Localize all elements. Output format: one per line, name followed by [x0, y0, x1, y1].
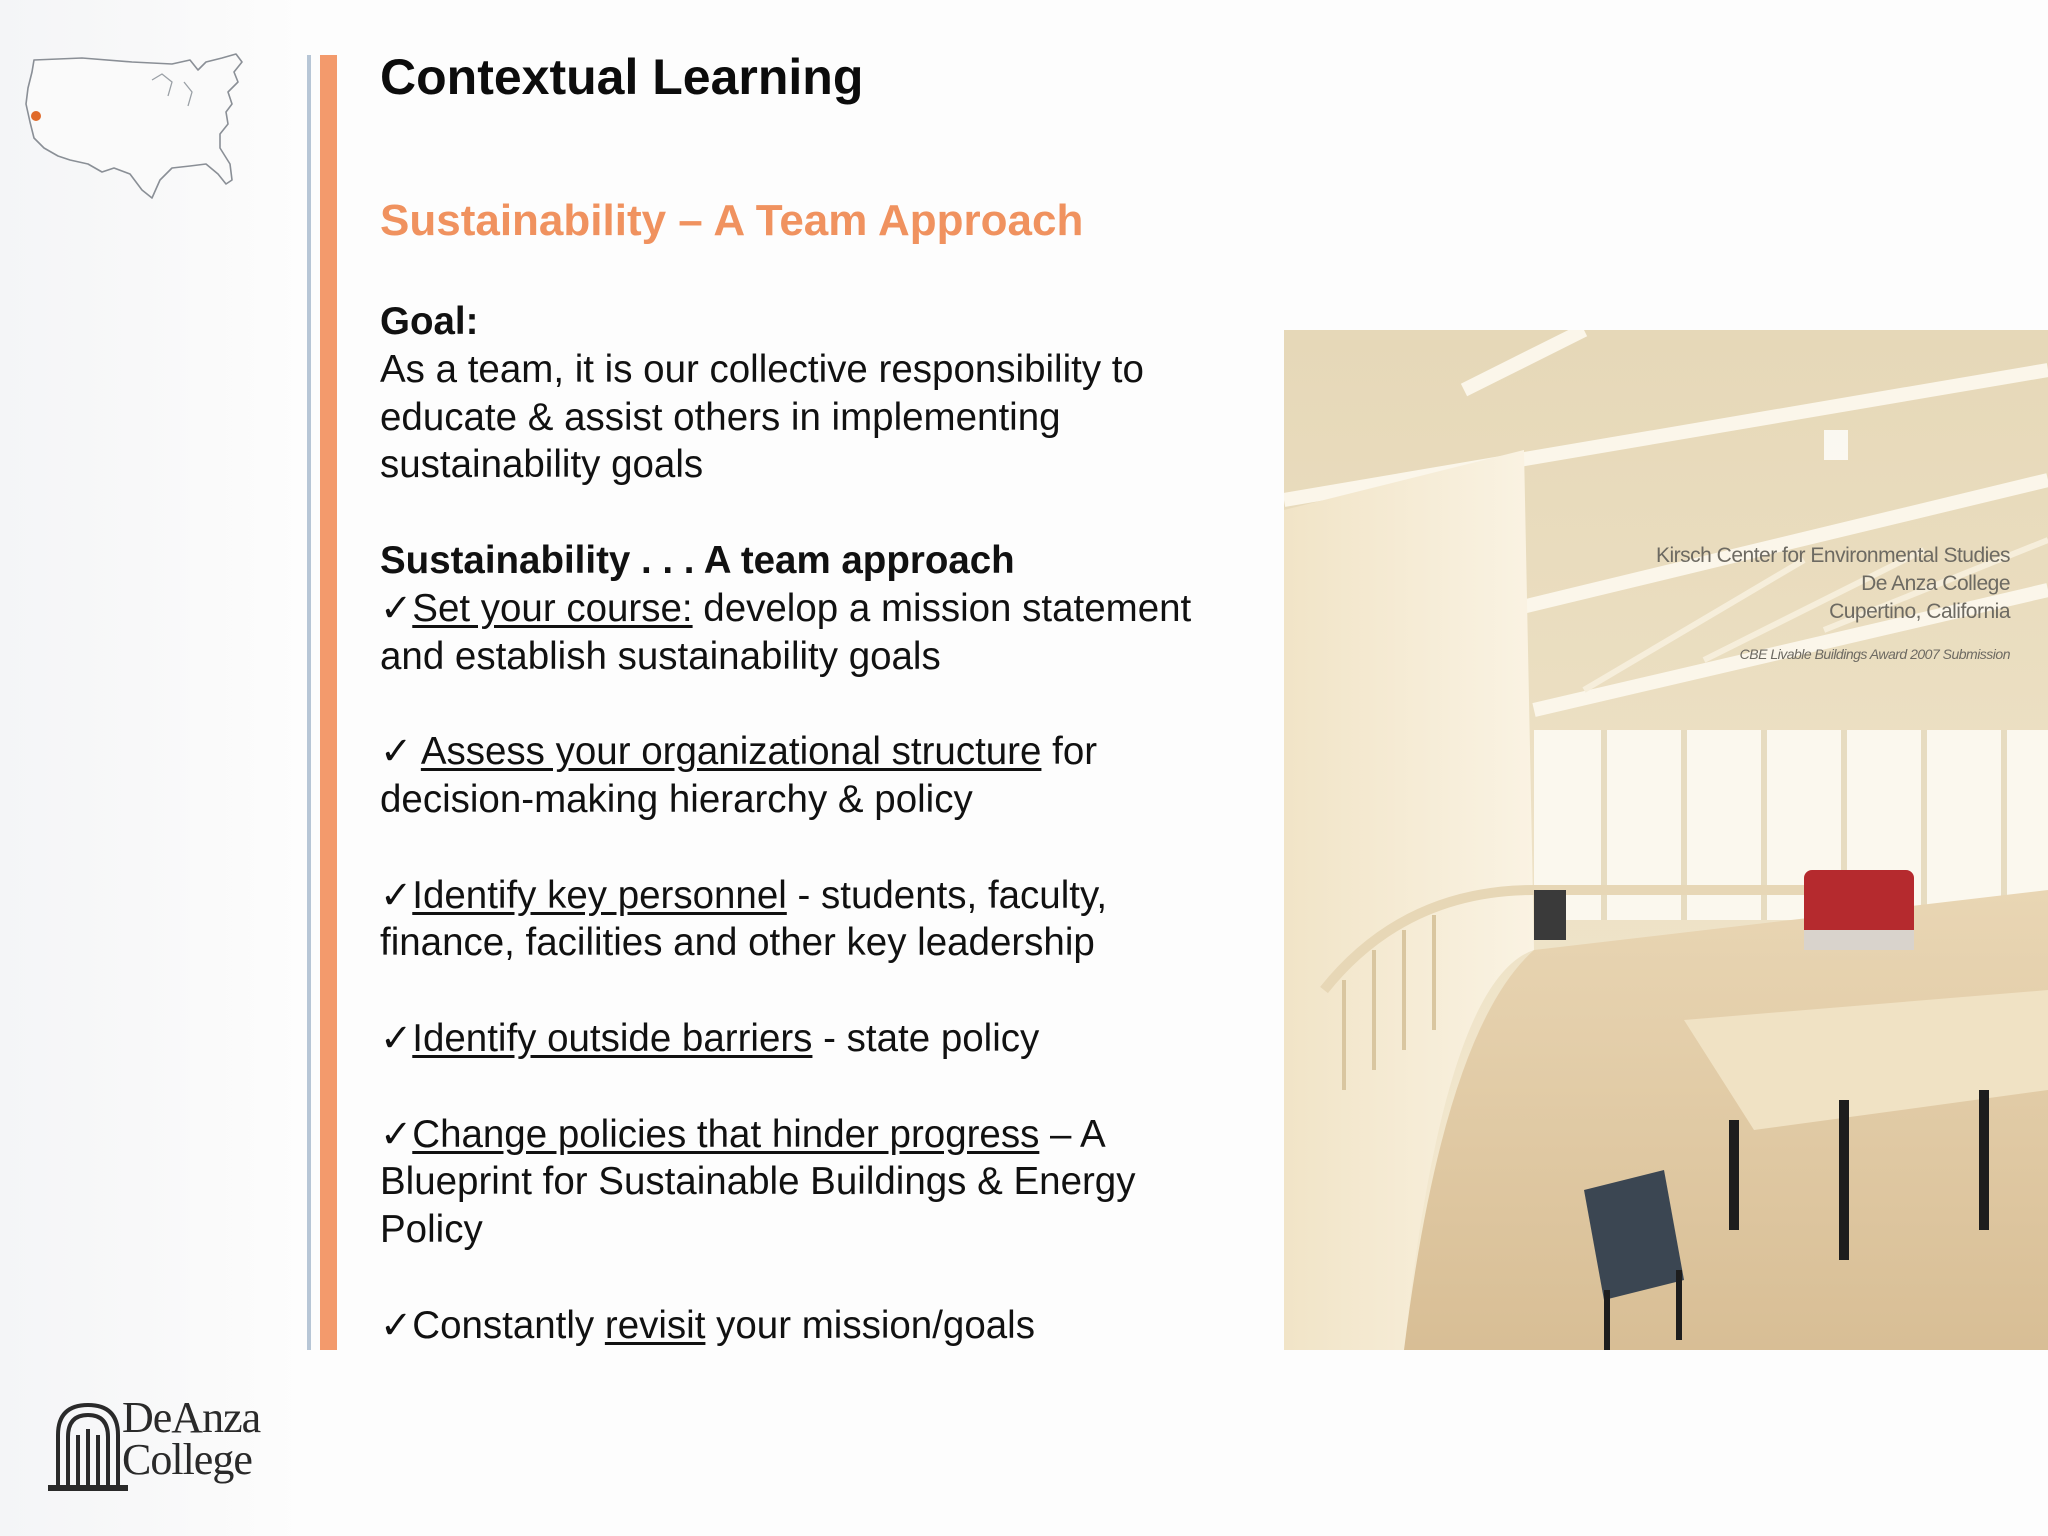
- us-map-icon: [22, 52, 252, 202]
- slide-body: [380, 298, 1240, 1350]
- item-link: revisit: [604, 1303, 706, 1347]
- approach-item: ✓Identify outside barriers - state policy: [380, 1016, 1040, 1060]
- slide-subtitle: Sustainability – A Team Approach: [380, 196, 1084, 245]
- check-icon: ✓: [380, 1112, 413, 1156]
- photo-caption: Kirsch Center for Environmental Studies De Anza College Cupertino, California CBE Livable Buildings Award 2007 Submission: [1656, 544, 2010, 662]
- left-panel: [0, 0, 300, 1536]
- item-link: Identify key personnel: [412, 873, 787, 917]
- check-icon: ✓: [380, 730, 413, 774]
- approach-heading: Sustainability . . . A team approach: [380, 538, 1015, 582]
- check-icon: ✓: [380, 873, 413, 917]
- goal-text: As a team, it is our collective responsibility to educate & assist others in implementing sustainability goals: [380, 347, 1144, 487]
- logo-text: DeAnza College: [122, 1393, 261, 1484]
- approach-item: ✓Set your course: develop a mission statement and establish sustainability goals: [380, 586, 1192, 678]
- item-link: Change policies that hinder progress: [412, 1112, 1040, 1156]
- approach-item: ✓Constantly revisit your mission/goals: [380, 1303, 1035, 1347]
- check-icon: ✓: [380, 1303, 413, 1347]
- divider-orange: [320, 55, 337, 1350]
- approach-item: ✓Change policies that hinder progress – A Blueprint for Sustainable Buildings & Energy Policy: [380, 1112, 1136, 1252]
- location-marker-icon: [31, 111, 41, 121]
- check-icon: ✓: [380, 586, 413, 630]
- approach-item: ✓ Assess your organizational structure for decision-making hierarchy & policy: [380, 730, 1098, 821]
- item-link: Assess your organizational structure: [420, 730, 1042, 774]
- item-link: Set your course:: [412, 586, 693, 630]
- goal-heading: Goal:: [380, 300, 479, 343]
- slide-title: Contextual Learning: [380, 49, 864, 105]
- approach-item: ✓Identify key personnel - students, faculty, finance, facilities and other key leadership: [380, 873, 1108, 965]
- check-icon: ✓: [380, 1016, 413, 1060]
- item-link: Identify outside barriers: [412, 1016, 813, 1060]
- building-photo: [1284, 330, 2048, 1350]
- divider-blue: [307, 55, 311, 1350]
